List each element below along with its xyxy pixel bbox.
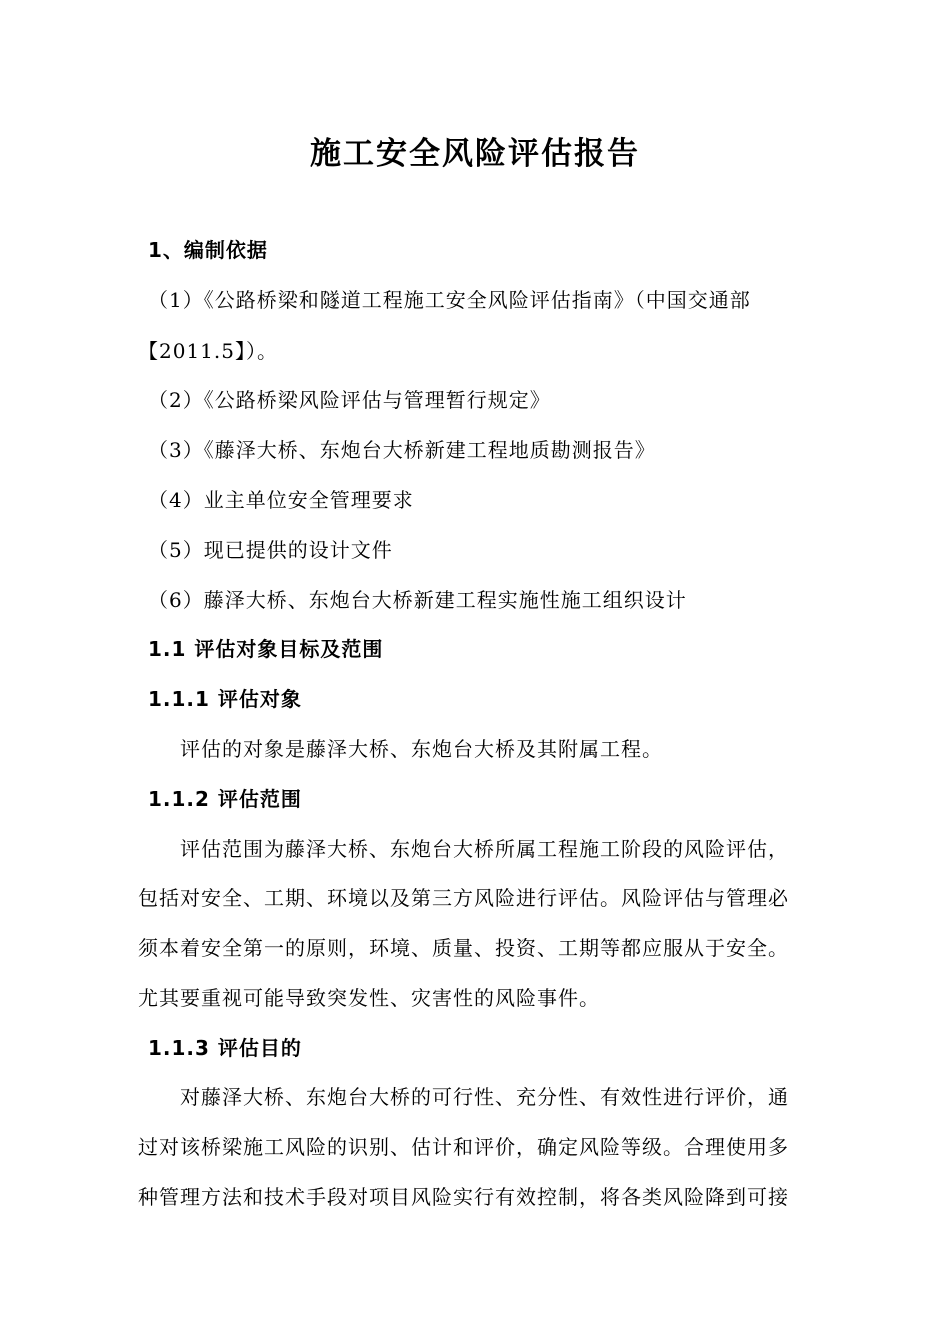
basis-item-4: （4）业主单位安全管理要求	[148, 488, 414, 512]
section-1-1-1-text: 评估的对象是藤泽大桥、东炮台大桥及其附属工程。	[180, 737, 663, 761]
section-1-1-2-line-3: 须本着安全第一的原则，环境、质量、投资、工期等都应服从于安全。	[138, 936, 789, 960]
section-1-1-2-heading: 1.1.2 评估范围	[148, 787, 302, 811]
basis-item-3: （3）《藤泽大桥、东炮台大桥新建工程地质勘测报告》	[148, 438, 656, 462]
section-1-1-3-line-1: 对藤泽大桥、东炮台大桥的可行性、充分性、有效性进行评价，通	[180, 1085, 789, 1109]
basis-item-1: （1）《公路桥梁和隧道工程施工安全风险评估指南》（中国交通部	[148, 288, 751, 312]
section-1-1-2-line-2: 包括对安全、工期、环境以及第三方风险进行评估。风险评估与管理必	[138, 886, 789, 910]
section-1-1-2-line-4: 尤其要重视可能导致突发性、灾害性的风险事件。	[138, 986, 600, 1010]
basis-item-5: （5）现已提供的设计文件	[148, 538, 393, 562]
document-title: 施工安全风险评估报告	[310, 136, 640, 172]
basis-item-1-continuation: 【2011.5】）。	[138, 339, 278, 363]
section-1-1-3-line-2: 过对该桥梁施工风险的识别、估计和评价，确定风险等级。合理使用多	[138, 1135, 789, 1159]
section-1-1-heading: 1.1 评估对象目标及范围	[148, 637, 384, 661]
basis-item-2: （2）《公路桥梁风险评估与管理暂行规定》	[148, 388, 551, 412]
section-1-1-1-heading: 1.1.1 评估对象	[148, 687, 302, 711]
section-1-1-3-line-3: 种管理方法和技术手段对项目风险实行有效控制，将各类风险降到可接	[138, 1185, 789, 1209]
section-1-1-3-heading: 1.1.3 评估目的	[148, 1036, 302, 1060]
section-1-heading: 1、编制依据	[148, 238, 268, 262]
basis-item-6: （6）藤泽大桥、东炮台大桥新建工程实施性施工组织设计	[148, 588, 687, 612]
section-1-1-2-line-1: 评估范围为藤泽大桥、东炮台大桥所属工程施工阶段的风险评估，	[180, 837, 789, 861]
